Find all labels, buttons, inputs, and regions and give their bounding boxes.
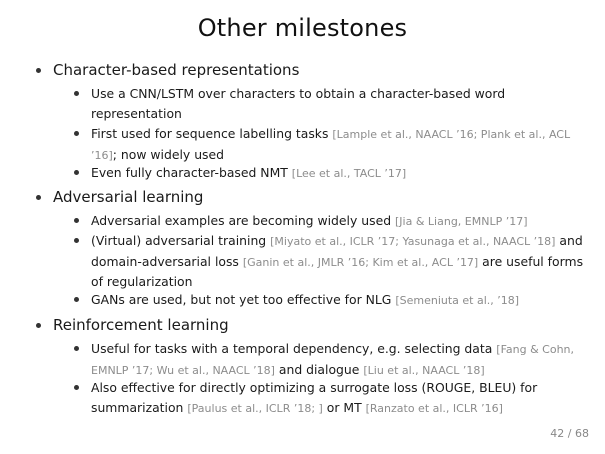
citation: [Ganin et al., JMLR ’16; Kim et al., ACL ’17]	[242, 255, 479, 269]
list-item	[74, 290, 584, 311]
citation: [Fang & Cohn, EMNLP ’17; Wu et al., NAACL ’18]	[91, 343, 575, 377]
bullet-dot	[74, 218, 79, 223]
item-text: GANs are used, but not yet too effective for NLG	[91, 292, 392, 307]
bullet-dot	[74, 238, 79, 243]
section-label: Character-based representations	[53, 61, 300, 79]
list-item	[74, 211, 584, 232]
item-text: Use a CNN/LSTM over characters to obtain a character-based word representation	[91, 86, 506, 121]
bullet-dot	[74, 297, 79, 302]
item-text: Useful for tasks with a temporal dependency, e.g. selecting data	[91, 341, 493, 356]
bullet-dot	[74, 131, 79, 136]
item-text: Adversarial examples are becoming widely used	[91, 213, 392, 228]
page-number: 42 / 68	[550, 427, 589, 440]
section-label: Adversarial learning	[53, 188, 204, 206]
list-item	[74, 231, 584, 292]
bullet-dot	[36, 68, 41, 73]
list-item	[74, 84, 584, 123]
citation: [Lample et al., NAACL ’16; Plank et al., ACL ’16]	[91, 128, 571, 162]
bullet-dot	[74, 170, 79, 175]
bullet-dot	[36, 323, 41, 328]
item-mid: or MT	[322, 399, 362, 415]
citation: [Paulus et al., ICLR ’18; ]	[187, 401, 323, 415]
list-item	[74, 163, 584, 184]
citation: [Jia & Liang, EMNLP ’17]	[395, 215, 528, 228]
section-label: Reinforcement learning	[53, 316, 229, 334]
bullet-dot	[74, 385, 79, 390]
bullet-dot	[74, 91, 79, 96]
citation: [Lee et al., TACL ’17]	[291, 167, 407, 180]
citation: [Miyato et al., ICLR ’17; Yasunaga et al., NAACL ’18]	[270, 235, 556, 248]
item-mid: and dialogue	[274, 361, 360, 377]
item-mid: and domain-adversarial loss	[91, 233, 583, 269]
item-tail: are useful forms of regularization	[91, 253, 584, 289]
item-text: (Virtual) adversarial training	[91, 233, 267, 248]
citation: [Semeniuta et al., ’18]	[395, 294, 520, 307]
bullet-dot	[74, 346, 79, 351]
list-item	[74, 339, 584, 380]
bullet-dot	[36, 195, 41, 200]
item-tail: ; now widely used	[112, 146, 224, 162]
slide-title: Other milestones	[197, 14, 408, 42]
list-item	[74, 378, 584, 418]
item-text: Also effective for directly optimizing a surrogate loss (ROUGE, BLEU) for summarization	[91, 380, 538, 415]
citation: [Ranzato et al., ICLR ’16]	[365, 401, 503, 415]
item-text: First used for sequence labelling tasks	[91, 126, 329, 141]
citation: [Liu et al., NAACL ’18]	[363, 363, 485, 377]
list-item	[74, 124, 584, 165]
item-text: Even fully character-based NMT	[91, 165, 288, 180]
